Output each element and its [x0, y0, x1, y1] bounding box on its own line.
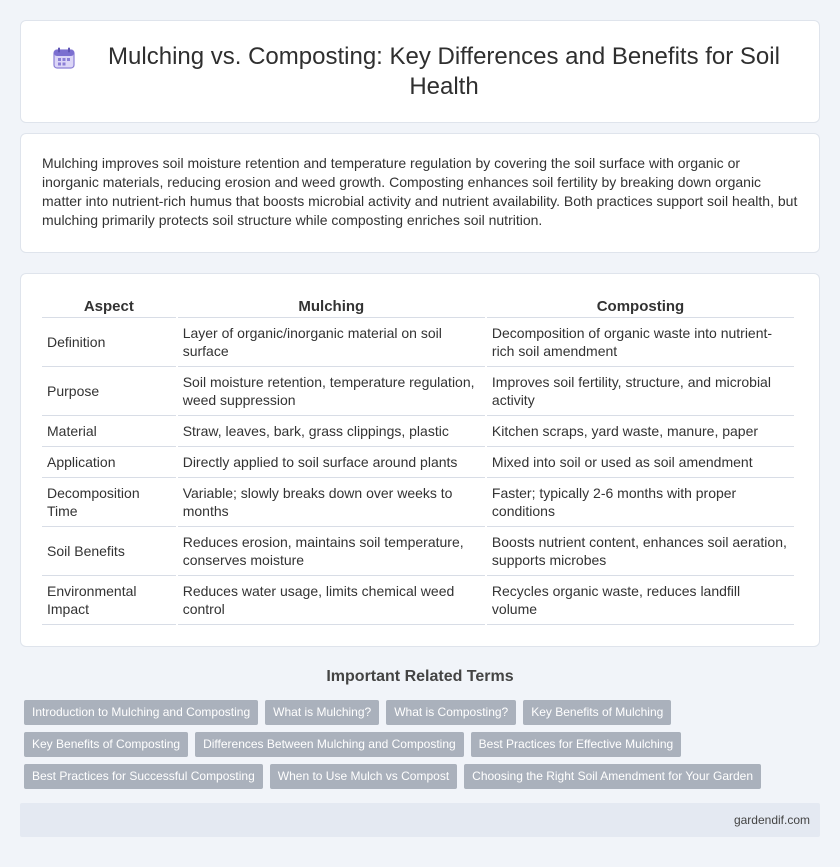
related-term-tag[interactable]: Introduction to Mulching and Composting — [24, 700, 258, 725]
footer-site-link[interactable]: gardendif.com — [733, 813, 810, 827]
related-term-tag[interactable]: Best Practices for Successful Composting — [24, 764, 263, 789]
table-row — [42, 416, 794, 447]
calendar-icon — [51, 45, 77, 71]
table-row — [42, 318, 794, 367]
column-header-mulching: Mulching — [178, 294, 485, 318]
table-cell-composting: Kitchen scraps, yard waste, manure, paper — [487, 416, 794, 447]
page-title: Mulching vs. Composting: Key Differences and Benefits for Soil Health — [108, 42, 780, 100]
related-term-tag[interactable]: When to Use Mulch vs Compost — [270, 764, 457, 789]
table-cell-mulching: Directly applied to soil surface around plants — [178, 447, 485, 478]
table-row — [42, 478, 794, 527]
table-row — [42, 367, 794, 416]
comparison-table — [40, 294, 796, 625]
related-terms-title: Important Related Terms — [326, 668, 514, 685]
table-cell-composting: Boosts nutrient content, enhances soil aeration, supports microbes — [487, 527, 794, 576]
table-cell-aspect: Application — [42, 447, 176, 478]
related-terms-tags — [24, 700, 824, 796]
table-cell-aspect: Environmental Impact — [42, 576, 176, 625]
related-term-tag[interactable]: Key Benefits of Composting — [24, 732, 188, 757]
table-cell-composting: Faster; typically 2-6 months with proper conditions — [487, 478, 794, 527]
table-cell-aspect: Purpose — [42, 367, 176, 416]
table-cell-composting: Improves soil fertility, structure, and microbial activity — [487, 367, 794, 416]
comparison-table-card — [20, 273, 820, 647]
table-cell-composting: Decomposition of organic waste into nutrient-rich soil amendment — [487, 318, 794, 367]
table-cell-composting: Recycles organic waste, reduces landfill volume — [487, 576, 794, 625]
table-cell-mulching: Straw, leaves, bark, grass clippings, plastic — [178, 416, 485, 447]
table-header-row — [42, 294, 794, 318]
related-term-tag[interactable]: Differences Between Mulching and Composting — [195, 732, 464, 757]
tag-row — [24, 764, 824, 789]
intro-text: Mulching improves soil moisture retention and temperature regulation by covering the soil surface with organic or inorganic materials, reducing erosion and weed growth. Composting enhances soil fertility by breaking down organic matter into nutrient-rich humus that boosts microbial activity and nutrient availability. Both practices support soil health, but mulching primarily protects soil structure while composting enriches soil nutrition. — [42, 155, 798, 228]
table-row — [42, 527, 794, 576]
table-cell-composting: Mixed into soil or used as soil amendment — [487, 447, 794, 478]
table-cell-aspect: Soil Benefits — [42, 527, 176, 576]
related-term-tag[interactable]: What is Mulching? — [265, 700, 379, 725]
related-term-tag[interactable]: Best Practices for Effective Mulching — [471, 732, 682, 757]
footer — [20, 803, 820, 837]
table-row — [42, 447, 794, 478]
table-cell-aspect: Decomposition Time — [42, 478, 176, 527]
related-term-tag[interactable]: What is Composting? — [386, 700, 516, 725]
table-cell-mulching: Soil moisture retention, temperature regulation, weed suppression — [178, 367, 485, 416]
tag-row — [24, 700, 824, 725]
table-cell-mulching: Variable; slowly breaks down over weeks to months — [178, 478, 485, 527]
table-cell-mulching: Reduces water usage, limits chemical weed control — [178, 576, 485, 625]
related-term-tag[interactable]: Key Benefits of Mulching — [523, 700, 671, 725]
header-card — [20, 20, 820, 123]
intro-card — [20, 133, 820, 253]
header — [21, 21, 819, 122]
related-term-tag[interactable]: Choosing the Right Soil Amendment for Your Garden — [464, 764, 761, 789]
column-header-aspect: Aspect — [42, 294, 176, 318]
table-row — [42, 576, 794, 625]
table-cell-aspect: Material — [42, 416, 176, 447]
tag-row — [24, 732, 824, 757]
table-cell-mulching: Layer of organic/inorganic material on soil surface — [178, 318, 485, 367]
column-header-composting: Composting — [487, 294, 794, 318]
table-cell-mulching: Reduces erosion, maintains soil temperature, conserves moisture — [178, 527, 485, 576]
table-cell-aspect: Definition — [42, 318, 176, 367]
